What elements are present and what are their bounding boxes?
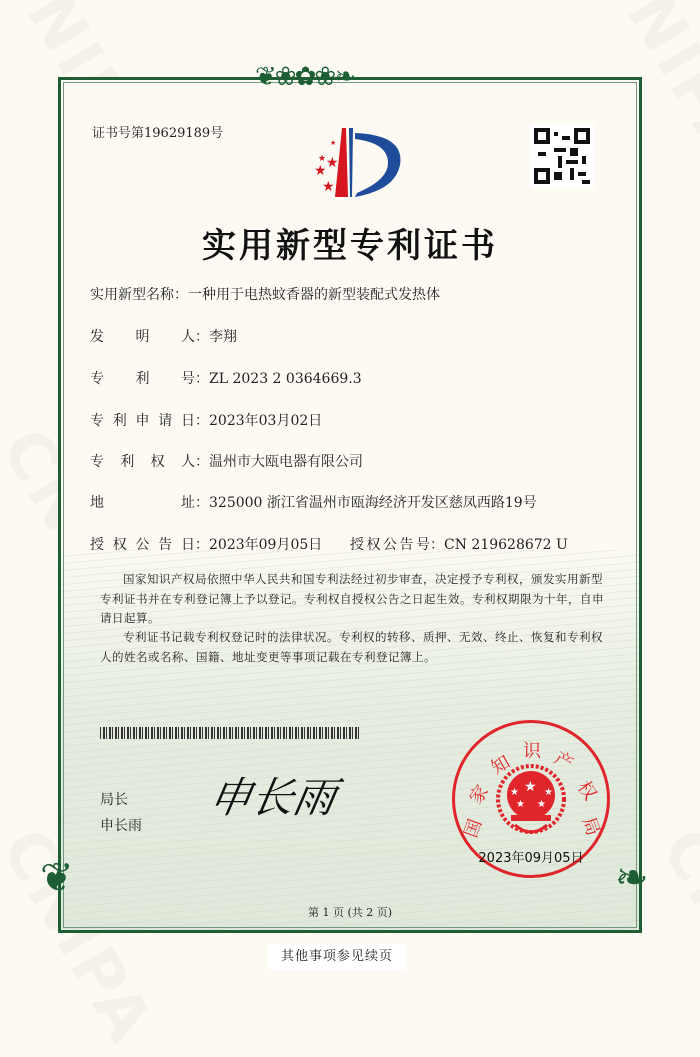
field-address: 地址：325000 浙江省温州市瓯海经济开发区慈凤西路19号 (90, 495, 537, 511)
field-grant-number: 授权公告号：CN 219628672 U (350, 537, 568, 553)
svg-text:★: ★ (318, 154, 327, 164)
national-emblem-icon (495, 763, 567, 841)
svg-text:★: ★ (544, 787, 553, 798)
qr-code (530, 124, 594, 188)
svg-text:★: ★ (330, 139, 337, 147)
certificate-title: 实用新型专利证书 (202, 226, 498, 266)
svg-text:★: ★ (524, 779, 537, 795)
field-grant-date: 授权公告日：2023年09月05日 (90, 537, 323, 553)
top-ornament-icon: ❦❀✿❀❧ (255, 62, 354, 92)
field-patent-number: 专利号：ZL 2023 2 0364669.3 (90, 371, 362, 387)
barcode (100, 727, 360, 739)
legal-paragraph: 国家知识产权局依照中华人民共和国专利法经过初步审查，决定授予专利权，颁发实用新型专利证书并在专利登记簿上予以登记。专利权自授权公告之日起生效。专利权期限为十年，自申请日起算。 (100, 572, 604, 625)
seal-date: 2023年09月05日 (478, 851, 584, 866)
svg-text:★: ★ (516, 799, 525, 810)
page-indicator: 第 1 页 (共 2 页) (307, 906, 393, 919)
certificate-number: 证书号第19629189号 (92, 126, 224, 141)
svg-text:★: ★ (326, 155, 339, 171)
field-inventor: 发明人：李翔 (90, 329, 237, 345)
svg-text:★: ★ (322, 179, 335, 195)
field-patentee: 专利权人：温州市大瓯电器有限公司 (90, 454, 363, 470)
corner-ornament-icon: ❦ (40, 855, 74, 901)
official-seal: 国 家 知 识 产 权 局 ★ ★ ★ ★ ★ 2023年09月05日 (452, 720, 610, 878)
signatory-title: 局长 (100, 792, 128, 808)
watermark (647, 817, 700, 1057)
legal-paragraph: 专利证书记载专利权登记时的法律状况。专利权的转移、质押、无效、终止、恢复和专利权人的姓名或名称、国籍、地址变更等事项记载在专利登记簿上。 (100, 630, 603, 664)
corner-ornament-icon: ❧ (615, 855, 649, 901)
svg-text:★: ★ (537, 799, 546, 810)
field-utility-model-name: 实用新型名称：一种用于电热蚊香器的新型装配式发热体 (90, 287, 440, 303)
continuation-note: 其他事项参见续页 (268, 944, 406, 970)
cnipa-logo-icon (300, 125, 410, 200)
svg-text:★: ★ (314, 163, 327, 179)
field-application-date: 专利申请日：2023年03月02日 (90, 413, 323, 429)
svg-text:★: ★ (510, 787, 519, 798)
handwritten-signature: 申长雨 (205, 773, 340, 822)
signatory-name: 申长雨 (100, 818, 142, 834)
